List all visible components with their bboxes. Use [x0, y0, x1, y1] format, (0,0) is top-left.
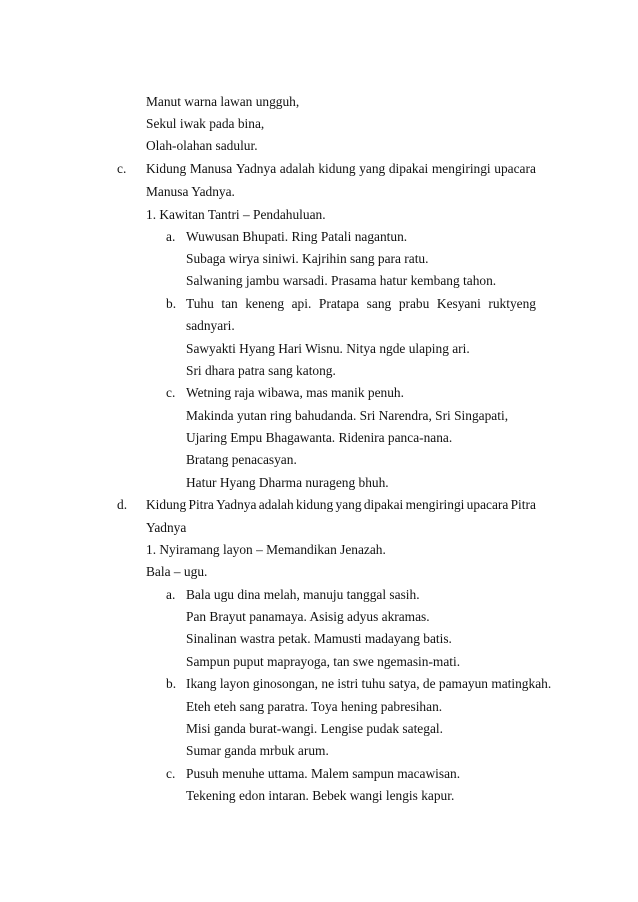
verse-word: prabu	[398, 296, 430, 311]
heading-word: Yadnya	[216, 497, 257, 512]
verse-line: Subaga wirya siniwi. Kajrihin sang para ratu.	[186, 251, 429, 266]
verse-line: Sampun puput maprayoga, tan swe ngemasin-mati.	[186, 654, 461, 669]
verse-word: keneng	[245, 296, 285, 311]
verse-line: Bratang penacasyan.	[186, 452, 297, 467]
heading-word: Kidung	[146, 497, 187, 512]
heading-word: mengiringi	[405, 497, 465, 512]
verse-word: tan	[221, 296, 238, 311]
section-heading-continuation: Yadnya	[146, 520, 187, 535]
verse-line: Makinda yutan ring bahudanda. Sri Narendra, Sri Singapati,	[186, 408, 509, 423]
section-heading	[146, 160, 536, 178]
heading-word: Yadnya	[235, 161, 277, 176]
heading-word: yang	[335, 497, 362, 512]
section-heading-continuation: Manusa Yadnya.	[146, 184, 235, 199]
verse-line: Bala ugu dina melah, manuju tanggal sasih.	[186, 587, 420, 602]
verse-word: Kesyani	[436, 296, 481, 311]
verse-line: Sekul iwak pada bina,	[146, 116, 265, 131]
verse-word: api.	[291, 296, 312, 311]
section-marker: d.	[117, 497, 128, 512]
verse-line: Sawyakti Hyang Hari Wisnu. Nitya ngde ulaping ari.	[186, 341, 470, 356]
verse-word: ruktyeng	[488, 296, 536, 311]
verse-line: Salwaning jambu warsadi. Prasama hatur kembang tahon.	[186, 273, 497, 288]
stanza-marker: a.	[166, 587, 176, 602]
verse-line: Misi ganda burat-wangi. Lengise pudak sategal.	[186, 721, 443, 736]
heading-word: dipakai	[363, 497, 404, 512]
verse-line: Olah-olahan sadulur.	[146, 138, 258, 153]
stanza-marker: b.	[166, 296, 177, 311]
heading-word: dipakai	[388, 161, 429, 176]
verse-line: sadnyari.	[186, 318, 235, 333]
stanza-marker: c.	[166, 385, 176, 400]
heading-word: yang	[359, 161, 386, 176]
subheading: Bala – ugu.	[146, 564, 208, 579]
verse-line: Pusuh menuhe uttama. Malem sampun macawisan.	[186, 766, 461, 781]
verse-word: Pratapa	[318, 296, 360, 311]
heading-word: mengiringi	[431, 161, 491, 176]
verse-line: Wetning raja wibawa, mas manik penuh.	[186, 385, 404, 400]
heading-word: upacara	[466, 497, 509, 512]
verse-line: Manut warna lawan ungguh,	[146, 94, 300, 109]
heading-word: kidung	[318, 161, 356, 176]
section-marker: c.	[117, 161, 127, 176]
verse-line: Sumar ganda mrbuk arum.	[186, 743, 329, 758]
verse-line: Sinalinan wastra petak. Mamusti madayang batis.	[186, 631, 452, 646]
subheading: 1. Nyiramang layon – Memandikan Jenazah.	[146, 542, 386, 557]
verse-line-justified	[186, 295, 536, 313]
verse-word: sang	[366, 296, 392, 311]
heading-word: kidung	[296, 497, 334, 512]
heading-word: Manusa	[189, 161, 233, 176]
stanza-marker: b.	[166, 676, 177, 691]
verse-line: Ikang layon ginosongan, ne istri tuhu satya, de pamayun matingkah.	[186, 676, 552, 691]
heading-word: adalah	[279, 161, 315, 176]
heading-word: Pitra	[188, 497, 214, 512]
section-heading	[146, 496, 536, 514]
heading-word: Kidung	[146, 161, 187, 176]
subheading: 1. Kawitan Tantri – Pendahuluan.	[146, 207, 326, 222]
verse-line: Ujaring Empu Bhagawanta. Ridenira panca-nana.	[186, 430, 453, 445]
verse-line: Sri dhara patra sang katong.	[186, 363, 336, 378]
heading-word: adalah	[258, 497, 294, 512]
stanza-marker: a.	[166, 229, 176, 244]
verse-line: Wuwusan Bhupati. Ring Patali nagantun.	[186, 229, 408, 244]
verse-line: Hatur Hyang Dharma nurageng bhuh.	[186, 475, 389, 490]
verse-word: Tuhu	[186, 296, 214, 311]
stanza-marker: c.	[166, 766, 176, 781]
heading-word: Pitra	[510, 497, 536, 512]
verse-line: Tekening edon intaran. Bebek wangi lengis kapur.	[186, 788, 455, 803]
verse-line: Eteh eteh sang paratra. Toya hening pabresihan.	[186, 699, 443, 714]
heading-word: upacara	[494, 161, 536, 176]
verse-line: Pan Brayut panamaya. Asisig adyus akramas.	[186, 609, 430, 624]
